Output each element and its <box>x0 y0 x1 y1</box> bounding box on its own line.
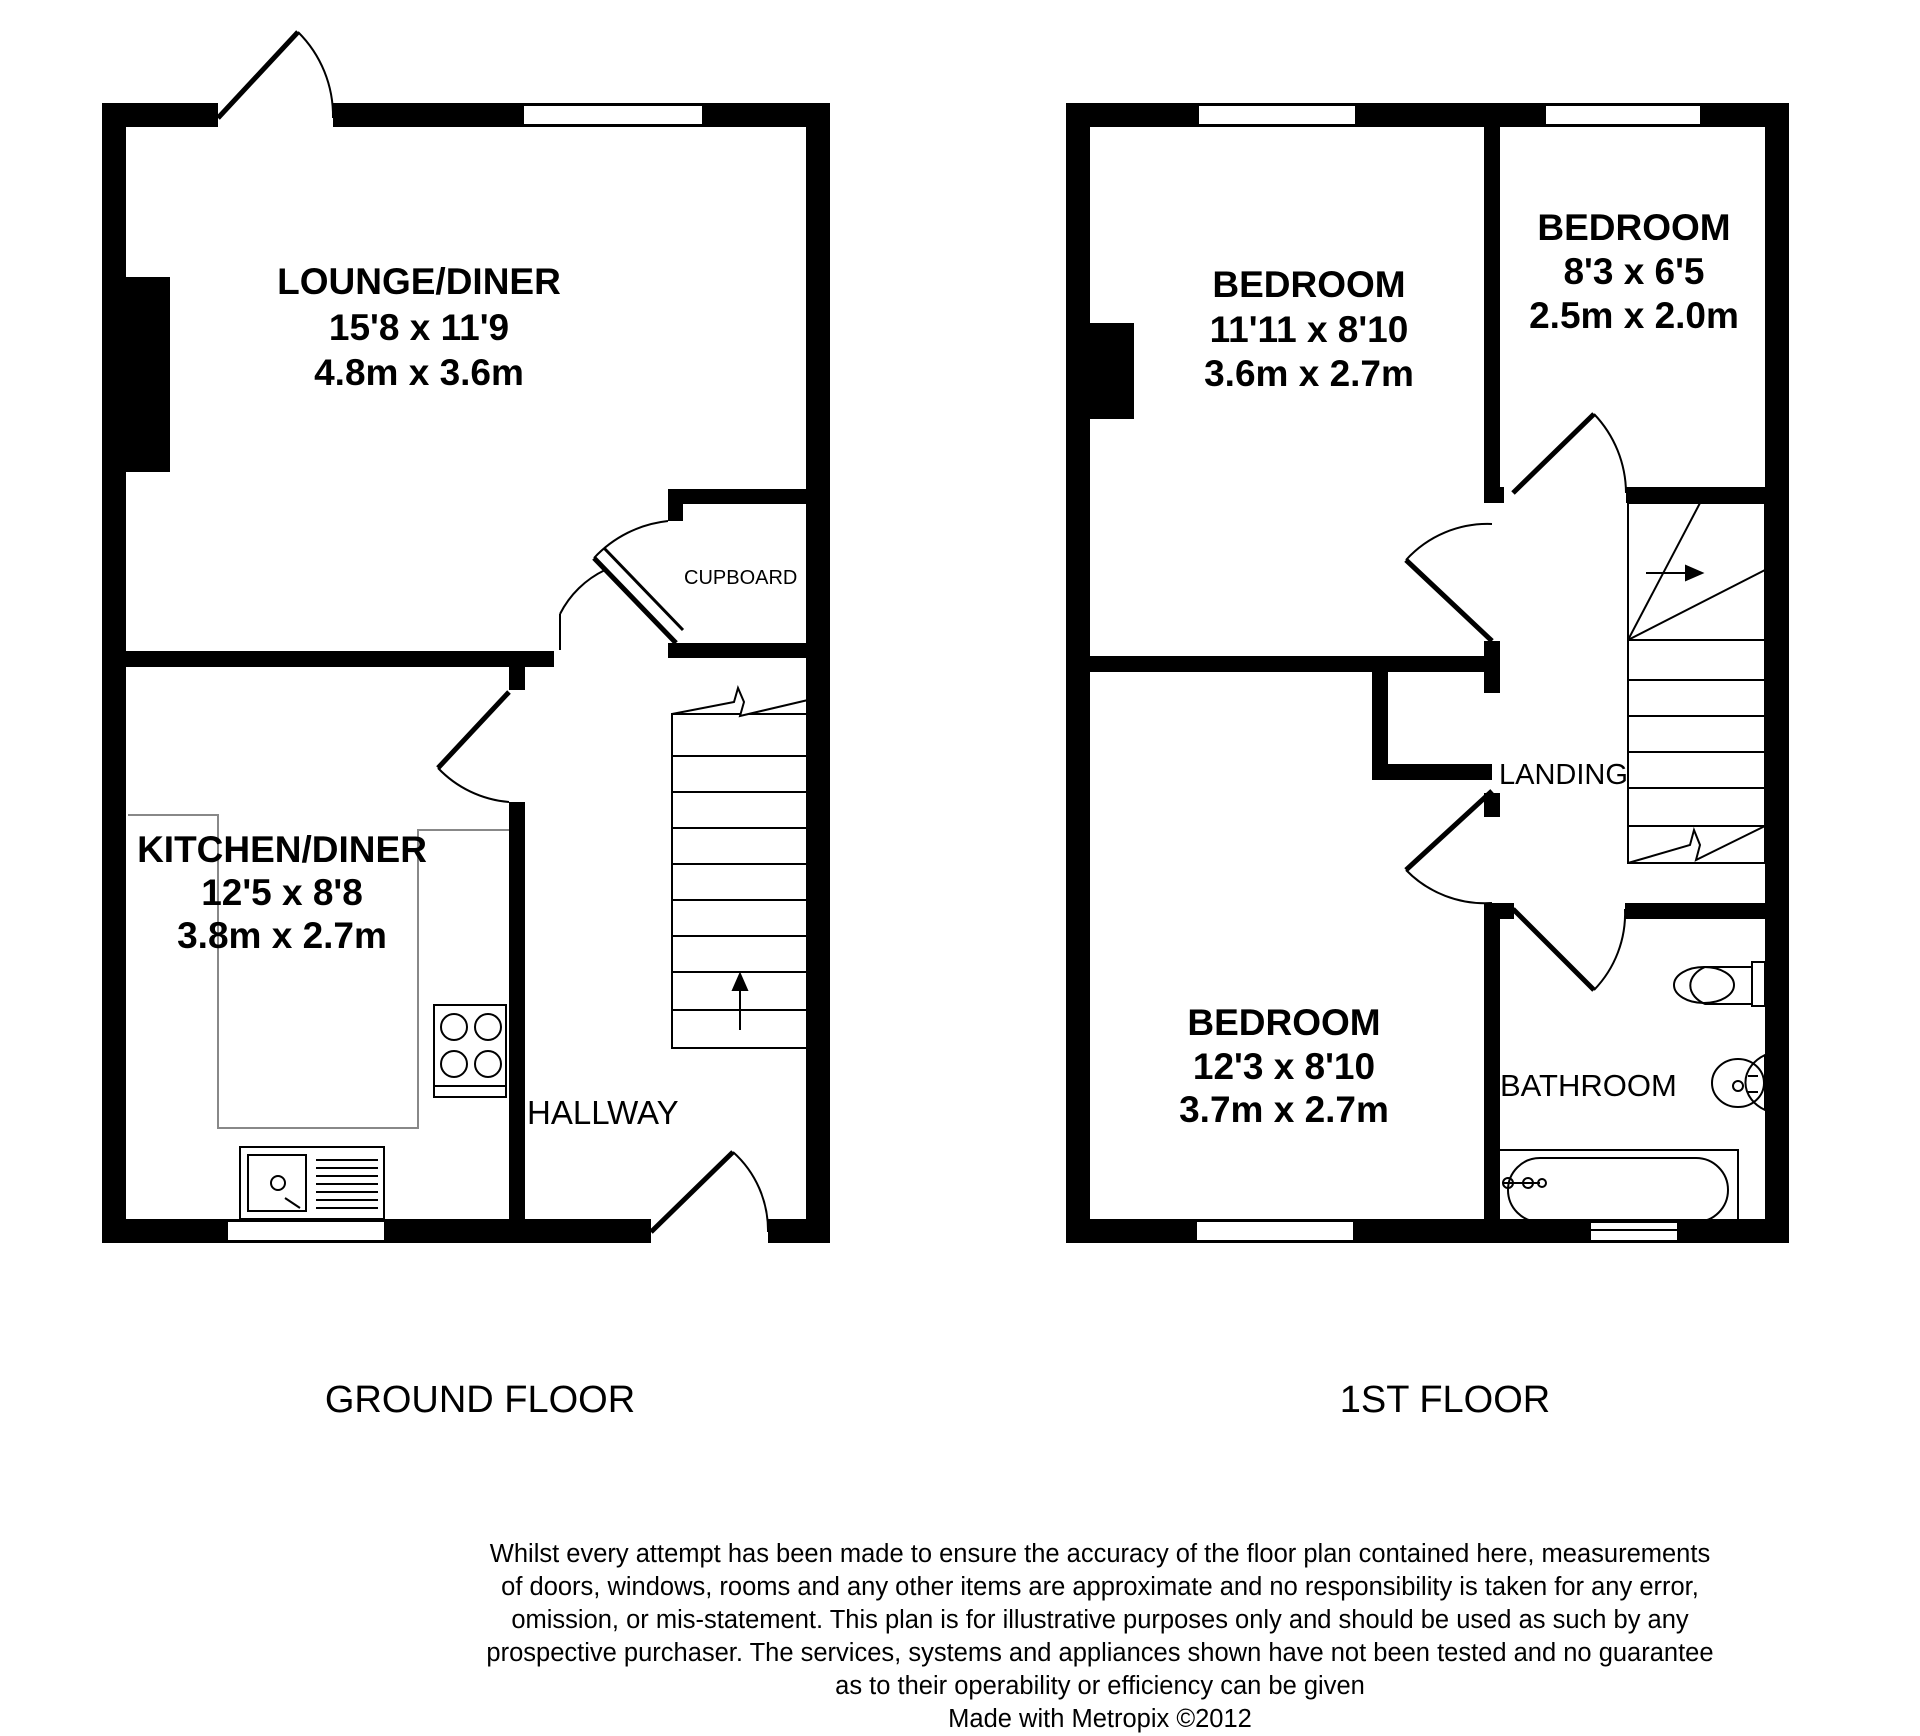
ground-floor-labels <box>137 261 797 1421</box>
first-floor-plan <box>1066 103 1789 1421</box>
disclaimer-text <box>400 1538 1800 1736</box>
toilet-icon <box>1674 962 1765 1006</box>
bedroom-2-imperial: 8'3 x 6'5 <box>1563 251 1705 292</box>
disclaimer-line: omission, or mis-statement. This plan is for illustrative purposes only and should be used as such by any <box>511 1606 1689 1634</box>
bedroom-3-metric: 3.7m x 2.7m <box>1179 1089 1389 1130</box>
first-floor-doors <box>1406 414 1626 990</box>
disclaimer-line: of doors, windows, rooms and any other items are approximate and no responsibility is taken for any error, <box>501 1573 1699 1601</box>
first-floor-stairs <box>1628 503 1765 863</box>
landing-label: LANDING <box>1499 759 1628 791</box>
bedroom-1-imperial: 11'11 x 8'10 <box>1209 309 1409 350</box>
kitchen-metric: 3.8m x 2.7m <box>177 915 387 956</box>
lounge-imperial: 15'8 x 11'9 <box>328 307 510 348</box>
bathroom-label: BATHROOM <box>1500 1068 1677 1103</box>
hob-icon <box>434 1005 506 1097</box>
kitchen-name: KITCHEN/DINER <box>137 829 427 870</box>
lounge-name: LOUNGE/DINER <box>277 261 561 302</box>
disclaimer-line: prospective purchaser. The services, systems and appliances shown have not been tested and no guarantee <box>486 1639 1714 1667</box>
bedroom-2-name: BEDROOM <box>1537 207 1731 248</box>
kitchen-imperial: 12'5 x 8'8 <box>201 872 363 913</box>
ground-floor-plan <box>102 32 830 1421</box>
bedroom-1-metric: 3.6m x 2.7m <box>1204 353 1414 394</box>
lounge-metric: 4.8m x 3.6m <box>314 352 524 393</box>
bedroom-3-imperial: 12'3 x 8'10 <box>1192 1046 1376 1087</box>
disclaimer-credit: Made with Metropix ©2012 <box>948 1705 1252 1733</box>
basin-icon <box>1712 1055 1765 1110</box>
ground-floor-title: GROUND FLOOR <box>324 1379 636 1421</box>
hallway-label: HALLWAY <box>527 1094 679 1131</box>
cupboard-label: CUPBOARD <box>684 567 798 589</box>
sink-icon <box>240 1147 384 1219</box>
ground-floor-stairs <box>672 688 808 1048</box>
bedroom-1-name: BEDROOM <box>1212 264 1406 305</box>
bedroom-3-name: BEDROOM <box>1187 1002 1381 1043</box>
first-floor-title: 1ST FLOOR <box>1339 1379 1551 1421</box>
bedroom-2-metric: 2.5m x 2.0m <box>1529 295 1739 336</box>
disclaimer-line: as to their operability or efficiency can be given <box>835 1672 1365 1700</box>
disclaimer-line: Whilst every attempt has been made to ensure the accuracy of the floor plan contained here, measurements <box>489 1540 1711 1568</box>
bathtub-icon <box>1498 1150 1738 1230</box>
